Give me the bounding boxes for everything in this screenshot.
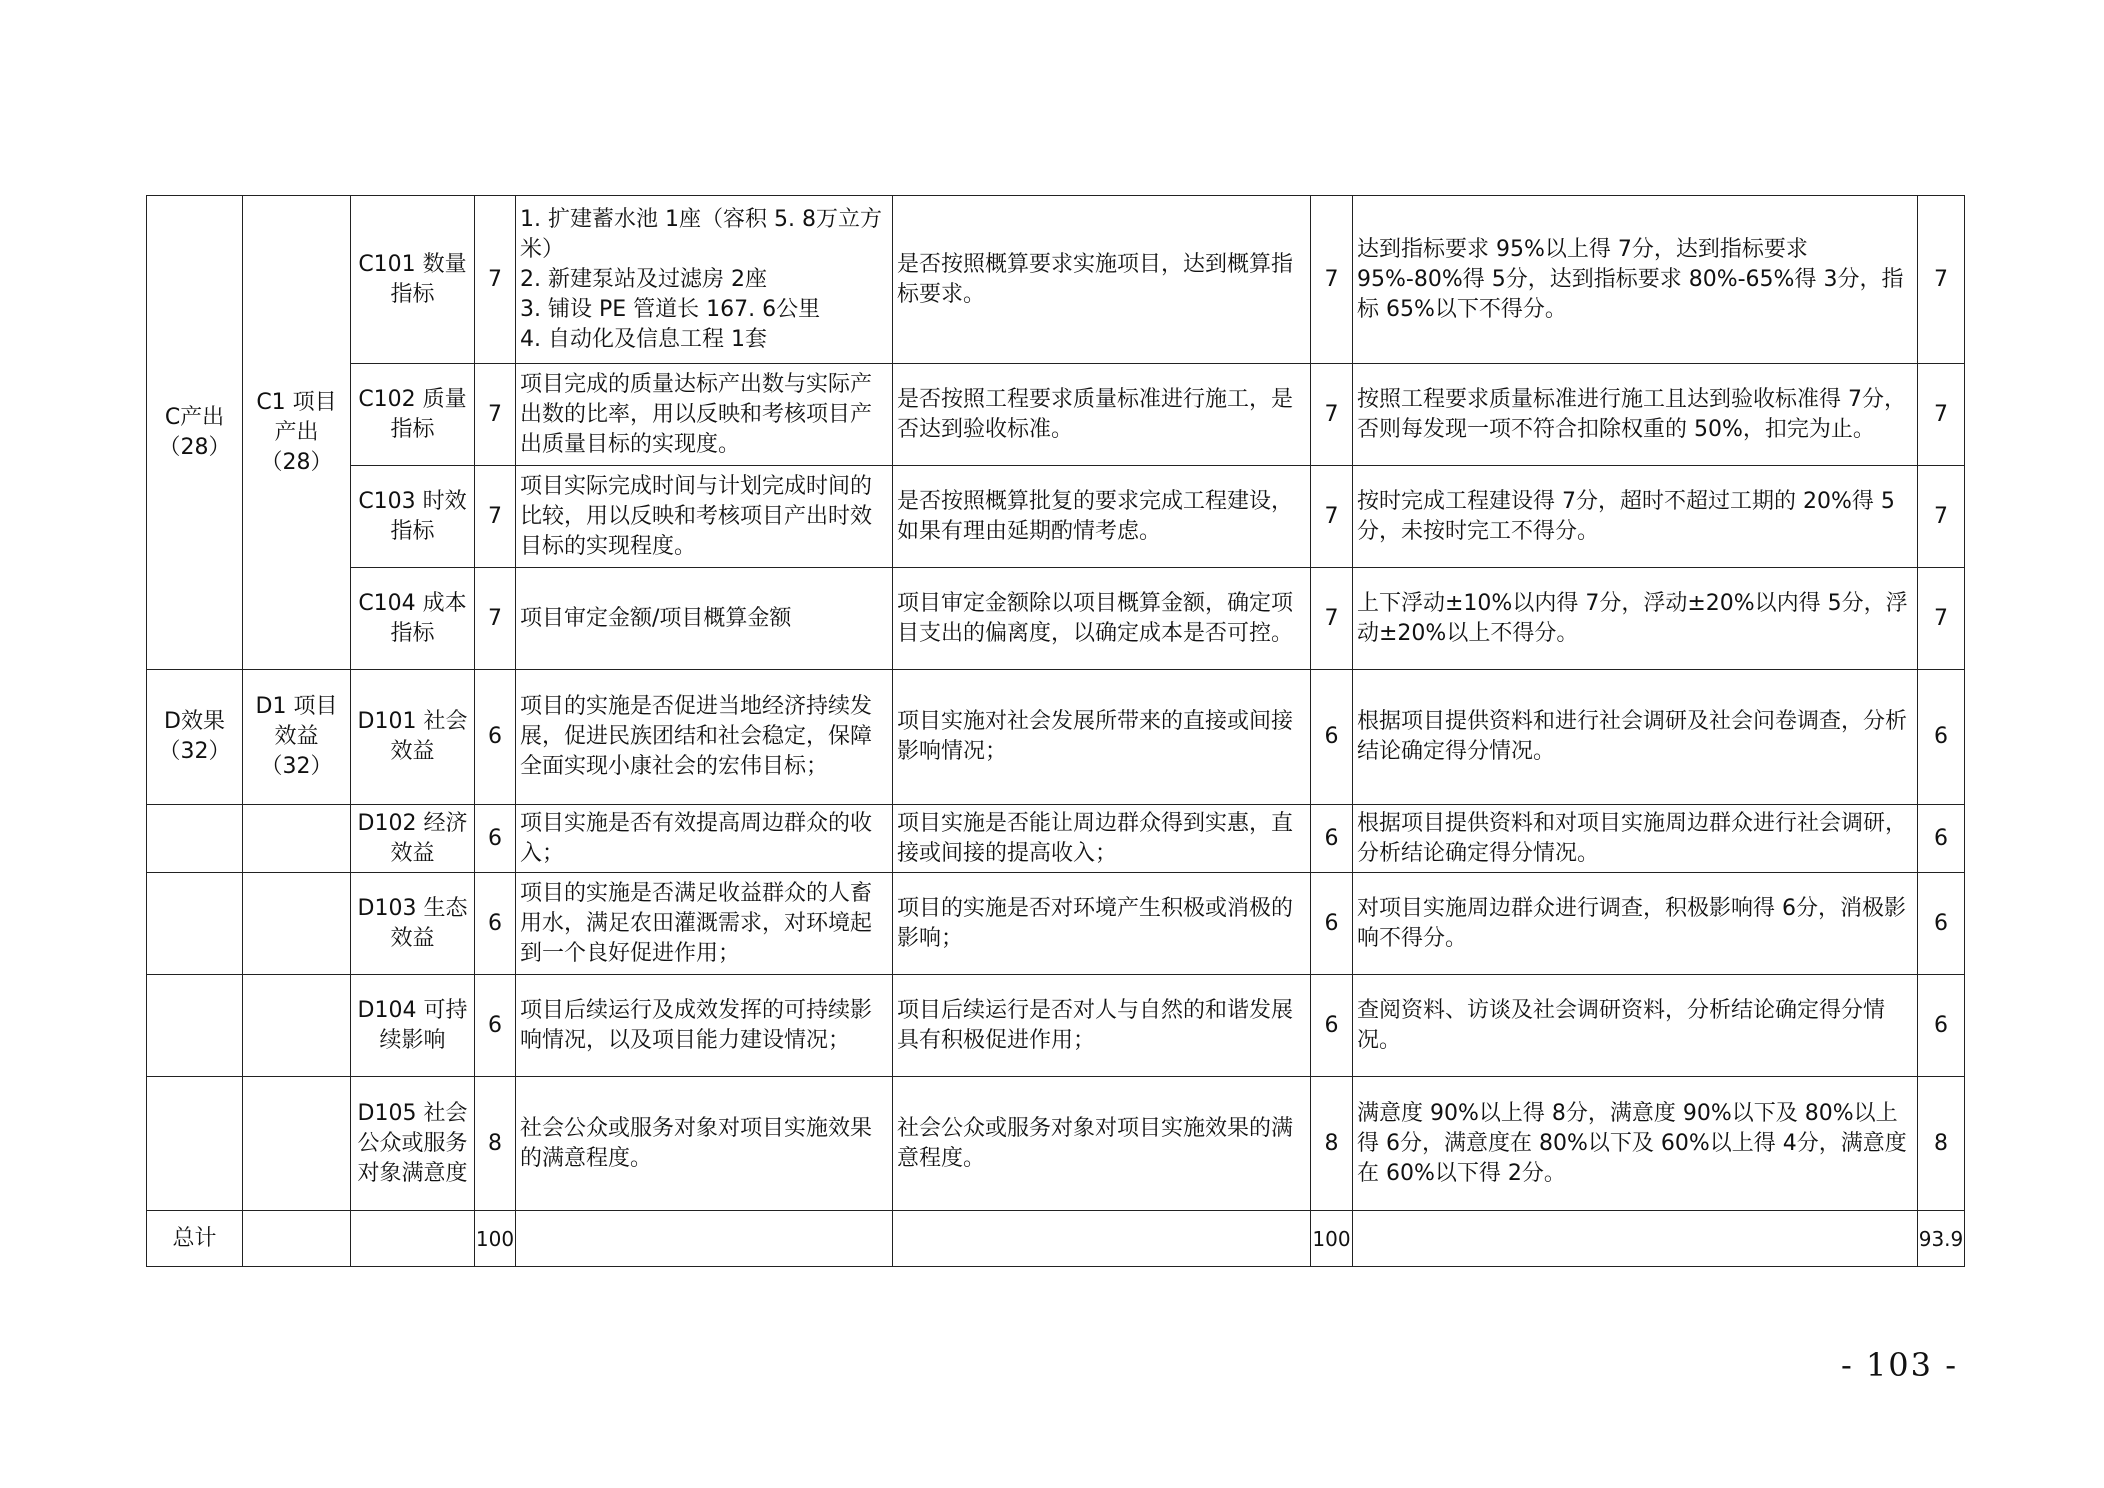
criteria-cell: 是否按照工程要求质量标准进行施工，是否达到验收标准。 xyxy=(893,364,1311,466)
scoring-cell: 达到指标要求 95%以上得 7分，达到指标要求 95%-80%得 5分，达到指标要求 80%-65%得 3分，指标 65%以下不得分。 xyxy=(1353,196,1918,364)
indicator-cell: C104 成本指标 xyxy=(351,568,475,670)
indicator-cell: D104 可持续影响 xyxy=(351,975,475,1077)
indicator-cell: C103 时效指标 xyxy=(351,466,475,568)
content-item: 2. 新建泵站及过滤房 2座 xyxy=(520,266,767,292)
empty-cell xyxy=(243,873,351,975)
criteria-cell: 是否按照概算要求实施项目，达到概算指标要求。 xyxy=(893,196,1311,364)
criteria-cell: 是否按照概算批复的要求完成工程建设，如果有理由延期酌情考虑。 xyxy=(893,466,1311,568)
criteria-cell: 项目实施是否能让周边群众得到实惠，直接或间接的提高收入； xyxy=(893,805,1311,873)
weight-cell: 7 xyxy=(475,364,516,466)
weight2-cell: 6 xyxy=(1311,670,1353,805)
empty-cell xyxy=(147,1077,243,1211)
level2-cell-c1: C1 项目产出（28） xyxy=(243,196,351,670)
level1-cell-d: D效果 （32） xyxy=(147,670,243,805)
weight2-cell: 7 xyxy=(1311,364,1353,466)
content-cell: 项目完成的质量达标产出数与实际产出数的比率，用以反映和考核项目产出质量目标的实现度。 xyxy=(516,364,893,466)
weight-cell: 6 xyxy=(475,805,516,873)
table-row xyxy=(147,670,1965,805)
scoring-cell: 满意度 90%以上得 8分，满意度 90%以下及 80%以上得 6分，满意度在 80%以下及 60%以上得 4分，满意度在 60%以下得 2分。 xyxy=(1353,1077,1918,1211)
scoring-cell: 查阅资料、访谈及社会调研资料，分析结论确定得分情况。 xyxy=(1353,975,1918,1077)
empty-cell xyxy=(893,1211,1311,1267)
empty-cell xyxy=(516,1211,893,1267)
total-score: 93.9 xyxy=(1918,1211,1965,1267)
empty-cell xyxy=(147,975,243,1077)
content-cell: 项目的实施是否促进当地经济持续发展，促进民族团结和社会稳定，保障全面实现小康社会的宏伟目标； xyxy=(516,670,893,805)
total-label: 总计 xyxy=(147,1211,243,1267)
table-row xyxy=(147,873,1965,975)
content-item: 3. 铺设 PE 管道长 167. 6公里 xyxy=(520,296,821,322)
weight2-cell: 6 xyxy=(1311,975,1353,1077)
indicator-cell: D101 社会效益 xyxy=(351,670,475,805)
total-weight: 100 xyxy=(475,1211,516,1267)
table-row xyxy=(147,1077,1965,1211)
empty-cell xyxy=(243,1077,351,1211)
weight-cell: 7 xyxy=(475,466,516,568)
scoring-cell: 对项目实施周边群众进行调查，积极影响得 6分，消极影响不得分。 xyxy=(1353,873,1918,975)
total-row xyxy=(147,1211,1965,1267)
content-cell: 项目的实施是否满足收益群众的人畜用水，满足农田灌溉需求，对环境起到一个良好促进作用； xyxy=(516,873,893,975)
score-cell: 6 xyxy=(1918,805,1965,873)
content-item: 4. 自动化及信息工程 1套 xyxy=(520,326,767,352)
total-weight2: 100 xyxy=(1311,1211,1353,1267)
criteria-cell: 项目的实施是否对环境产生积极或消极的影响； xyxy=(893,873,1311,975)
content-cell: 社会公众或服务对象对项目实施效果的满意程度。 xyxy=(516,1077,893,1211)
weight2-cell: 7 xyxy=(1311,196,1353,364)
weight-cell: 6 xyxy=(475,975,516,1077)
weight2-cell: 7 xyxy=(1311,466,1353,568)
evaluation-table xyxy=(146,195,1965,1267)
table-row xyxy=(147,975,1965,1077)
weight-cell: 8 xyxy=(475,1077,516,1211)
weight-cell: 6 xyxy=(475,873,516,975)
empty-cell xyxy=(351,1211,475,1267)
scoring-cell: 按照工程要求质量标准进行施工且达到验收标准得 7分，否则每发现一项不符合扣除权重的 50%，扣完为止。 xyxy=(1353,364,1918,466)
score-cell: 7 xyxy=(1918,568,1965,670)
weight2-cell: 6 xyxy=(1311,873,1353,975)
weight2-cell: 8 xyxy=(1311,1077,1353,1211)
score-cell: 7 xyxy=(1918,364,1965,466)
scoring-cell: 按时完成工程建设得 7分，超时不超过工期的 20%得 5分，未按时完工不得分。 xyxy=(1353,466,1918,568)
content-cell: 项目审定金额/项目概算金额 xyxy=(516,568,893,670)
content-cell: 项目实施是否有效提高周边群众的收入； xyxy=(516,805,893,873)
score-cell: 6 xyxy=(1918,975,1965,1077)
score-cell: 7 xyxy=(1918,466,1965,568)
score-cell: 7 xyxy=(1918,196,1965,364)
criteria-cell: 项目实施对社会发展所带来的直接或间接影响情况； xyxy=(893,670,1311,805)
scoring-cell: 根据项目提供资料和进行社会调研及社会问卷调查，分析结论确定得分情况。 xyxy=(1353,670,1918,805)
score-cell: 8 xyxy=(1918,1077,1965,1211)
level2-cell-d1: D1 项目效益（32） xyxy=(243,670,351,805)
empty-cell xyxy=(243,805,351,873)
weight-cell: 7 xyxy=(475,568,516,670)
level1-cell-c: C产出 （28） xyxy=(147,196,243,670)
table-row xyxy=(147,364,1965,466)
content-cell xyxy=(516,196,893,364)
weight-cell: 7 xyxy=(475,196,516,364)
table-row xyxy=(147,196,1965,364)
weight2-cell: 7 xyxy=(1311,568,1353,670)
indicator-cell: D102 经济效益 xyxy=(351,805,475,873)
page-number: - 103 - xyxy=(1840,1346,1958,1384)
indicator-cell: C101 数量指标 xyxy=(351,196,475,364)
content-item: 1. 扩建蓄水池 1座（容积 5. 8万立方米） xyxy=(520,206,882,262)
table-row xyxy=(147,466,1965,568)
indicator-cell: C102 质量指标 xyxy=(351,364,475,466)
empty-cell xyxy=(243,1211,351,1267)
weight2-cell: 6 xyxy=(1311,805,1353,873)
empty-cell xyxy=(1353,1211,1918,1267)
indicator-cell: D105 社会公众或服务对象满意度 xyxy=(351,1077,475,1211)
scoring-cell: 上下浮动±10%以内得 7分，浮动±20%以内得 5分，浮动±20%以上不得分。 xyxy=(1353,568,1918,670)
criteria-cell: 项目后续运行是否对人与自然的和谐发展具有积极促进作用； xyxy=(893,975,1311,1077)
empty-cell xyxy=(147,873,243,975)
table-row xyxy=(147,568,1965,670)
content-cell: 项目实际完成时间与计划完成时间的比较，用以反映和考核项目产出时效目标的实现程度。 xyxy=(516,466,893,568)
criteria-cell: 社会公众或服务对象对项目实施效果的满意程度。 xyxy=(893,1077,1311,1211)
content-cell: 项目后续运行及成效发挥的可持续影响情况，以及项目能力建设情况； xyxy=(516,975,893,1077)
weight-cell: 6 xyxy=(475,670,516,805)
scoring-cell: 根据项目提供资料和对项目实施周边群众进行社会调研，分析结论确定得分情况。 xyxy=(1353,805,1918,873)
score-cell: 6 xyxy=(1918,670,1965,805)
empty-cell xyxy=(147,805,243,873)
criteria-cell: 项目审定金额除以项目概算金额，确定项目支出的偏离度，以确定成本是否可控。 xyxy=(893,568,1311,670)
table-row xyxy=(147,805,1965,873)
empty-cell xyxy=(243,975,351,1077)
indicator-cell: D103 生态效益 xyxy=(351,873,475,975)
score-cell: 6 xyxy=(1918,873,1965,975)
